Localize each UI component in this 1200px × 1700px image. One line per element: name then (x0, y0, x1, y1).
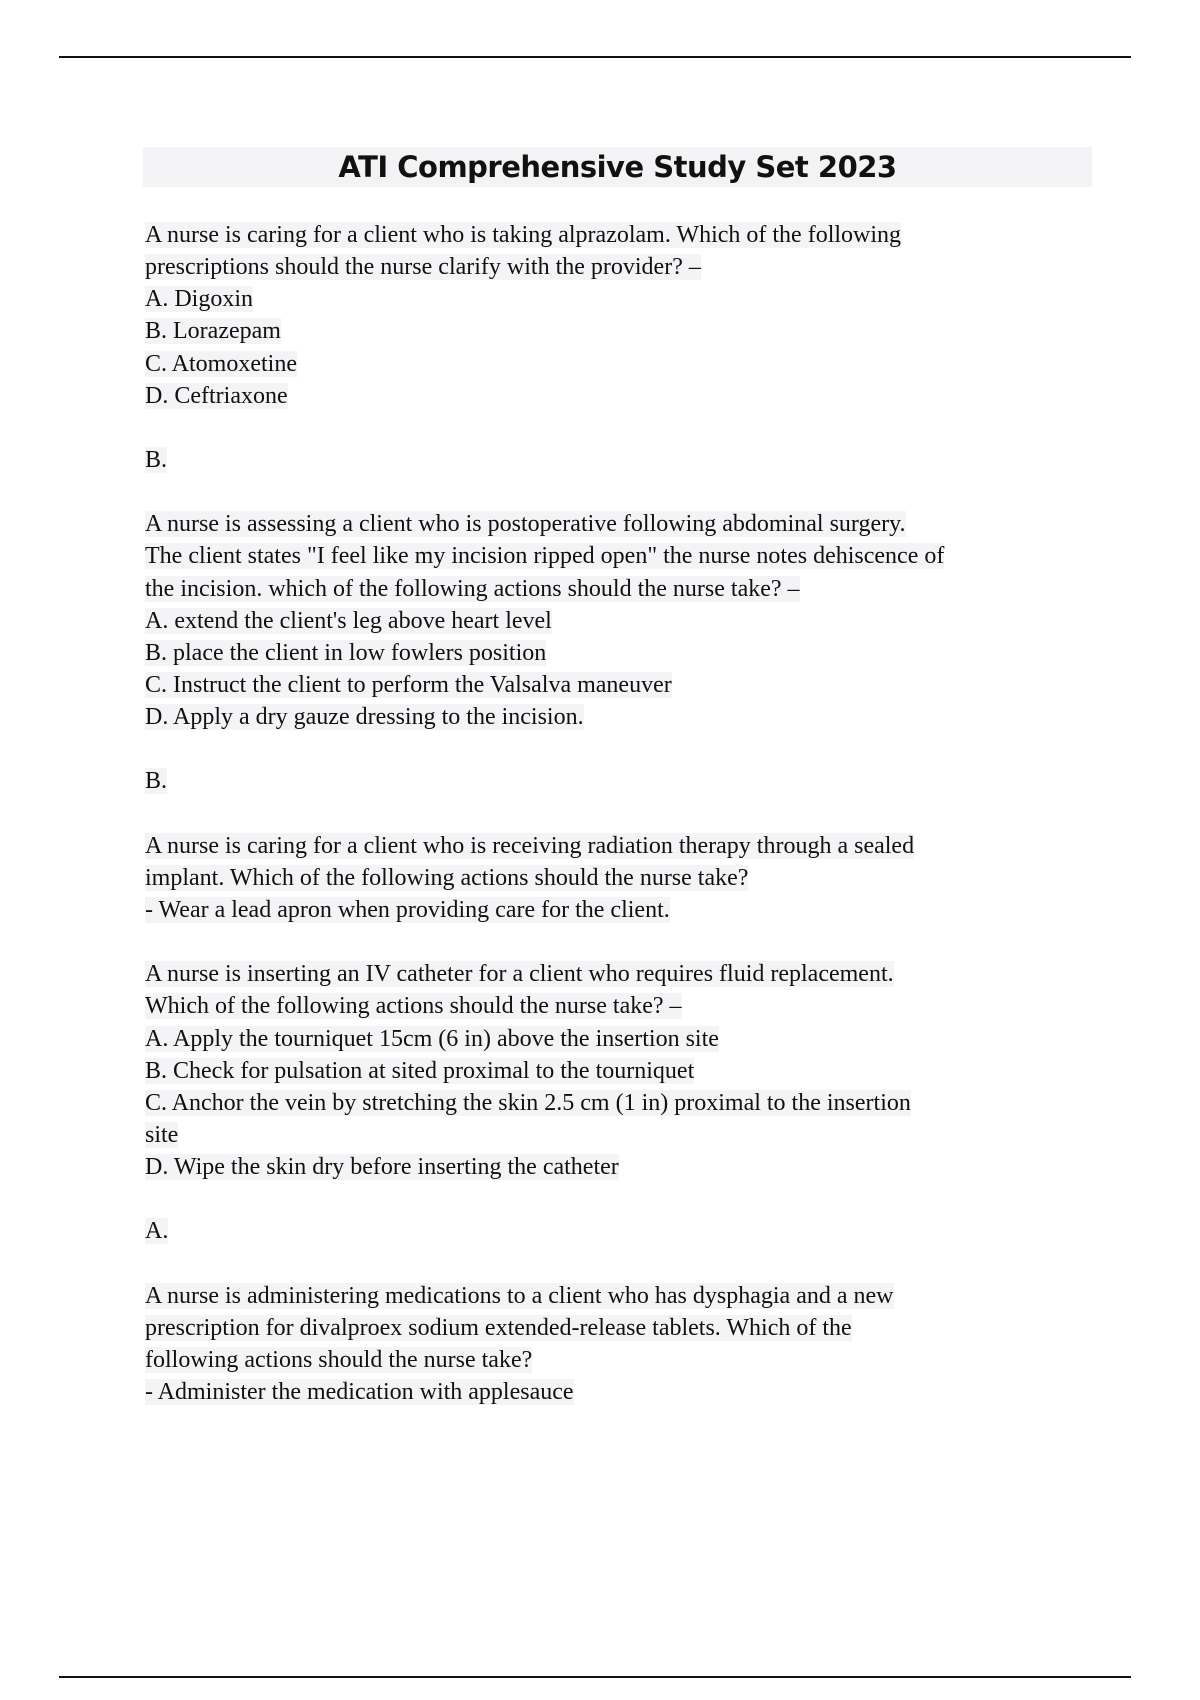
text-line (145, 958, 1105, 990)
text-line-content: A nurse is inserting an IV catheter for a client who requires fluid replacement. (145, 961, 894, 988)
blank-line (145, 1183, 1105, 1215)
text-line-content: A. extend the client's leg above heart level (145, 607, 552, 634)
blank-line (145, 1248, 1105, 1280)
text-line (145, 251, 1105, 283)
text-line (145, 1344, 1105, 1376)
text-line (145, 348, 1105, 380)
text-line (145, 830, 1105, 862)
text-line (145, 701, 1105, 733)
blank-line (145, 412, 1105, 444)
text-line (145, 1376, 1105, 1408)
text-line-content: C. Atomoxetine (145, 350, 297, 377)
text-line (145, 540, 1105, 572)
text-line (145, 380, 1105, 412)
text-line-content: implant. Which of the following actions should the nurse take? (145, 864, 749, 891)
text-line-content: B. Check for pulsation at sited proximal to the tourniquet (145, 1057, 695, 1084)
question-block (145, 1280, 1105, 1409)
text-line-content: the incision. which of the following actions should the nurse take? – (145, 575, 800, 602)
text-line (145, 637, 1105, 669)
text-line-content: A nurse is administering medications to a client who has dysphagia and a new (145, 1282, 894, 1309)
text-line-content: B. place the client in low fowlers position (145, 639, 547, 666)
text-line (145, 1280, 1105, 1312)
text-line-content: A nurse is caring for a client who is taking alprazolam. Which of the following (145, 222, 902, 248)
text-line (145, 444, 1105, 476)
blank-line (145, 476, 1105, 508)
blank-line (145, 733, 1105, 765)
text-line-content: A nurse is assessing a client who is postoperative following abdominal surgery. (145, 511, 906, 538)
text-line (145, 1119, 1105, 1151)
document-title: ATI Comprehensive Study Set 2023 (338, 150, 897, 184)
text-line (145, 315, 1105, 347)
text-line (145, 1312, 1105, 1344)
document-body (145, 219, 1105, 1408)
answer-block (145, 765, 1105, 829)
text-line-content: prescriptions should the nurse clarify with the provider? – (145, 254, 701, 281)
text-line-content: C. Instruct the client to perform the Valsalva maneuver (145, 671, 672, 698)
top-rule (59, 56, 1131, 58)
text-line-content: A nurse is caring for a client who is receiving radiation therapy through a sealed (145, 832, 915, 859)
text-line (145, 894, 1105, 926)
text-line-content: - Administer the medication with applesauce (145, 1379, 574, 1406)
question-block (145, 219, 1105, 444)
text-line (145, 219, 1105, 251)
text-line-content: The client states "I feel like my incision ripped open" the nurse notes dehiscence of (145, 543, 945, 570)
bottom-rule (59, 1676, 1131, 1678)
text-line-content: prescription for divalproex sodium extended-release tablets. Which of the (145, 1314, 852, 1341)
text-line (145, 765, 1105, 797)
text-line-content: D. Ceftriaxone (145, 382, 288, 409)
text-line-content: B. Lorazepam (145, 318, 281, 345)
text-line (145, 1087, 1105, 1119)
text-line-content: A. (145, 1218, 169, 1245)
text-line-content: A. Digoxin (145, 286, 253, 313)
text-line-content: C. Anchor the vein by stretching the skin 2.5 cm (1 in) proximal to the insertion (145, 1089, 911, 1116)
text-line-content: B. (145, 768, 168, 795)
text-line-content: B. (145, 446, 168, 473)
text-line (145, 669, 1105, 701)
answer-block (145, 444, 1105, 508)
text-line (145, 605, 1105, 637)
text-line-content: D. Wipe the skin dry before inserting the catheter (145, 1154, 619, 1181)
text-line (145, 508, 1105, 540)
text-line (145, 1055, 1105, 1087)
text-line (145, 1215, 1105, 1247)
blank-line (145, 926, 1105, 958)
text-line-content: D. Apply a dry gauze dressing to the incision. (145, 704, 584, 731)
text-line-content: following actions should the nurse take? (145, 1346, 533, 1373)
text-line (145, 1023, 1105, 1055)
text-line (145, 283, 1105, 315)
question-block (145, 508, 1105, 765)
title-band (143, 147, 1092, 187)
text-line (145, 990, 1105, 1022)
blank-line (145, 798, 1105, 830)
text-line (145, 1151, 1105, 1183)
text-line-content: - Wear a lead apron when providing care for the client. (145, 896, 670, 923)
answer-block (145, 1215, 1105, 1279)
text-line (145, 862, 1105, 894)
text-line-content: site (145, 1121, 179, 1148)
text-line-content: Which of the following actions should the nurse take? – (145, 993, 682, 1020)
text-line-content: A. Apply the tourniquet 15cm (6 in) above the insertion site (145, 1025, 719, 1052)
question-block (145, 830, 1105, 959)
text-line (145, 573, 1105, 605)
question-block (145, 958, 1105, 1215)
